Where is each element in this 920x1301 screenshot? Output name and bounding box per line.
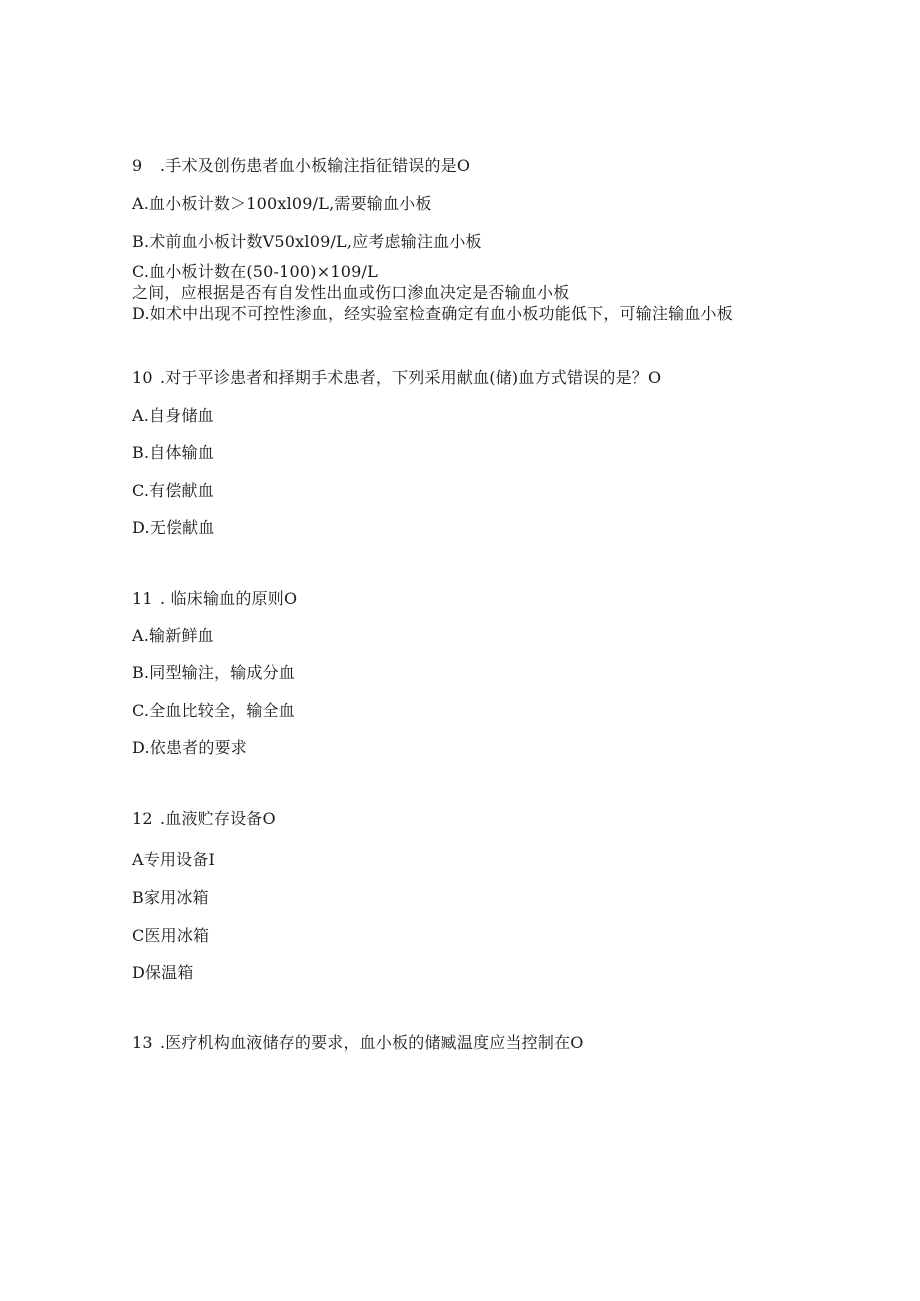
question-11-option-a: A.输新鲜血 [132, 626, 214, 645]
question-text: . 临床输血的原则O [160, 589, 298, 608]
question-13-stem [132, 1033, 584, 1053]
question-11-stem [132, 589, 297, 609]
question-10-stem [132, 368, 661, 388]
question-12-stem [132, 809, 276, 829]
question-number: 13 [132, 1033, 153, 1052]
question-text: .医疗机构血液储存的要求，血小板的储臧温度应当控制在O [160, 1033, 584, 1052]
question-12-option-b: B家用冰箱 [132, 888, 209, 907]
question-text: .血液贮存设备O [160, 809, 276, 828]
question-11-option-d: D.依患者的要求 [132, 738, 247, 757]
question-12-option-d: D保温箱 [132, 963, 194, 982]
question-9-option-c-continued: 之间，应根据是否有自发性出血或伤口渗血决定是否输血小板 [132, 283, 570, 302]
question-10-option-b: B.自体输血 [132, 443, 215, 462]
question-9-option-d: D.如术中出现不可控性渗血，经实验室检查确定有血小板功能低下，可输注输血小板 [132, 304, 733, 323]
question-11-option-c: C.全血比较全，输全血 [132, 701, 295, 720]
question-number: 12 [132, 809, 153, 828]
question-10-option-d: D.无偿献血 [132, 518, 215, 537]
question-number: 11 [132, 589, 153, 608]
question-12-option-c: C医用冰箱 [132, 926, 210, 945]
question-number: 10 [132, 368, 153, 387]
question-12-option-a: A专用设备I [132, 850, 216, 869]
question-9-option-a: A.血小板计数＞100xl09/L,需要输血小板 [132, 194, 432, 213]
question-9-option-c: C.血小板计数在(50-100)×109/L [132, 262, 378, 281]
question-11-option-b: B.同型输注，输成分血 [132, 663, 296, 682]
question-9-stem [132, 156, 470, 176]
question-text: .手术及创伤患者血小板输注指征错误的是O [160, 156, 471, 175]
question-number: 9 [132, 156, 143, 175]
question-10-option-c: C.有偿献血 [132, 481, 214, 500]
question-9-option-b: B.术前血小板计数V50xl09/L,应考虑输注血小板 [132, 232, 482, 251]
question-text: .对于平诊患者和择期手术患者，下列采用献血(储)血方式错误的是？O [160, 368, 662, 387]
question-10-option-a: A.自身储血 [132, 406, 214, 425]
